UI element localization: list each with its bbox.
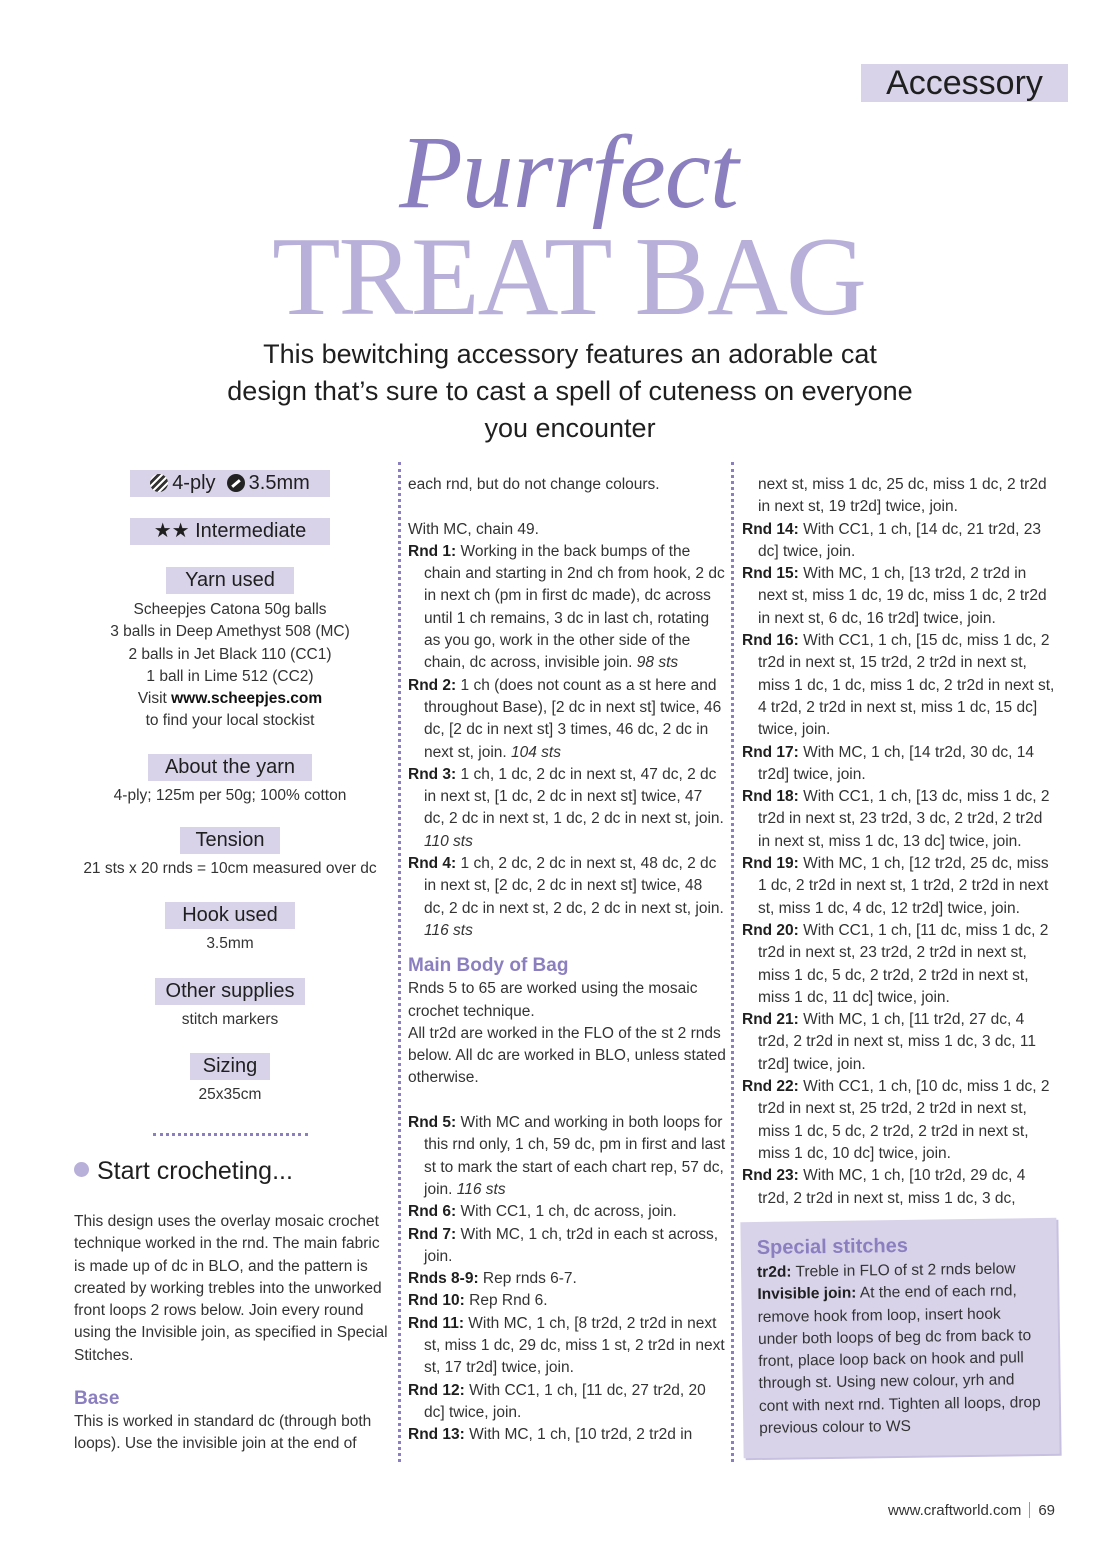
round-23: Rnd 23: With MC, 1 ch, [10 tr2d, 29 dc, 4 tr2d, 2 tr2d in next st, miss 1 dc, 3 dc, bbox=[742, 1167, 1026, 1207]
round-21: Rnd 21: With MC, 1 ch, [11 tr2d, 27 dc, 4 tr2d, 2 tr2d in next st, miss 1 dc, 3 dc, 11 tr2d] twice, join. bbox=[742, 1011, 1036, 1073]
round-16: Rnd 16: With CC1, 1 ch, [15 dc, miss 1 dc, 2 tr2d in next st, 15 tr2d, 2 tr2d in next st, miss 1 dc, 1 dc, miss 1 dc, 2 tr2d in next st, 4 tr2d, 2 tr2d in next st, miss 1 dc, 15 dc] twice, join. bbox=[742, 632, 1055, 739]
invisible-join-definition: Invisible join: At the end of each rnd, remove hook from loop, insert hook under both loops of beg dc from back to front, place loop back on hook and pull through st. Using new colour, yrh and cont with next rnd. Tighten all loops, drop previous colour to WS bbox=[757, 1282, 1041, 1438]
spec-line: 3 balls in Deep Amethyst 508 (MC) bbox=[110, 623, 350, 641]
round-1: Rnd 1: Working in the back bumps of the chain and starting in 2nd ch from hook, 2 dc in next ch (pm in first dc made), dc across until 1 ch remains, 3 dc in last ch, rotating as you go, work in the other side of the chain, dc across, invisible join. 98 sts bbox=[408, 542, 725, 672]
hook-icon bbox=[227, 474, 245, 492]
sizing-text: 25x35cm bbox=[198, 1085, 262, 1103]
spec-line: Scheepjes Catona 50g balls bbox=[133, 601, 327, 618]
column-separator bbox=[398, 462, 401, 1462]
pattern-text: All tr2d are worked in the FLO of the st 2 rnds below. All dc are worked in BLO, unless stated otherwise. bbox=[408, 1024, 726, 1087]
about-yarn-text: 4-ply; 125m per 50g; 100% cotton bbox=[113, 786, 347, 804]
pattern-right-column bbox=[742, 474, 1058, 1210]
round-6: Rnd 6: With CC1, 1 ch, dc across, join. bbox=[408, 1203, 677, 1221]
round-2: Rnd 2: 1 ch (does not count as a st here and throughout Base), [2 dc in next st] twice, 46 dc, [2 dc in next st] 3 times, 46 dc, 2 dc in next st, join. 104 sts bbox=[408, 676, 722, 761]
round-22: Rnd 22: With CC1, 1 ch, [10 dc, miss 1 dc, 2 tr2d in next st, 25 tr2d, 2 tr2d in next st, miss 1 dc, 5 dc, 2 tr2d, 2 tr2d in next st, miss 1 dc, 10 dc] twice, join. bbox=[742, 1078, 1050, 1162]
pattern-middle-column bbox=[408, 474, 726, 1446]
difficulty-label: Intermediate bbox=[195, 520, 307, 542]
round-7: Rnd 7: With MC, 1 ch, tr2d in each st across, join. bbox=[408, 1225, 719, 1265]
spec-line: 2 balls in Jet Black 110 (CC1) bbox=[128, 645, 332, 663]
spec-line: 1 ball in Lime 512 (CC2) bbox=[146, 667, 314, 685]
round-18: Rnd 18: With CC1, 1 ch, [13 dc, miss 1 dc, 2 tr2d in next st, 23 tr2d, 3 dc, 2 tr2d, 2 tr2d in next st, miss 1 dc, 13 dc] twice, join. bbox=[742, 788, 1050, 850]
round-10: Rnd 10: Rep Rnd 6. bbox=[408, 1292, 548, 1310]
round-3: Rnd 3: 1 ch, 1 dc, 2 dc in next st, 47 dc, 2 dc in next st, [1 dc, 2 dc in next st] twice, 47 dc, 2 dc in next st, 1 dc, 2 dc in next st, join. 110 sts bbox=[408, 765, 724, 850]
yarn-hook-badge bbox=[130, 470, 330, 497]
tension-text: 21 sts x 20 rnds = 10cm measured over dc bbox=[83, 860, 377, 878]
round-14: Rnd 14: With CC1, 1 ch, [14 dc, 21 tr2d, 23 dc] twice, join. bbox=[742, 520, 1041, 560]
intro-paragraph: This design uses the overlay mosaic crochet technique worked in the rnd. The main fabric is made up of dc in BLO, and the pattern is created by working trebles into the unworked front loops 2 rows below. Join every round using the Invisible join, as specified in Special Stitches. bbox=[74, 1213, 388, 1364]
visit-prefix: Visit bbox=[137, 690, 172, 708]
yarn-ball-icon bbox=[74, 1162, 89, 1177]
scheepjes-link[interactable]: www.scheepjes.com bbox=[171, 690, 323, 708]
hook-used-text: 3.5mm bbox=[206, 935, 254, 953]
pattern-text: With MC, chain 49. bbox=[408, 520, 539, 538]
other-supplies-text: stitch markers bbox=[181, 1010, 279, 1028]
main-body-heading: Main Body of Bag bbox=[408, 955, 569, 977]
base-heading: Base bbox=[74, 1388, 120, 1410]
title-main: TREAT BAG bbox=[272, 215, 865, 339]
divider bbox=[153, 1133, 308, 1136]
yarn-weight: 4-ply bbox=[172, 472, 216, 494]
yarn-used-text bbox=[70, 599, 390, 733]
round-5: Rnd 5: With MC and working in both loops for this rnd only, 1 ch, 59 dc, pm in first and last st to mark the start of each chart rep, 57 dc, join. 116 sts bbox=[408, 1114, 726, 1198]
tension-heading: Tension bbox=[180, 827, 280, 854]
difficulty-badge bbox=[130, 518, 330, 545]
tr2d-definition: tr2d: Treble in FLO of st 2 rnds below bbox=[756, 1260, 1016, 1281]
pattern-text: Rnds 5 to 65 are worked using the mosaic crochet technique. bbox=[408, 980, 698, 1020]
yarn-used-heading: Yarn used bbox=[166, 567, 294, 594]
hook-used-heading: Hook used bbox=[165, 902, 295, 929]
title-script: Purrfect bbox=[399, 115, 738, 230]
page-number: 69 bbox=[1038, 1502, 1055, 1519]
spec-line: to find your local stockist bbox=[145, 712, 315, 730]
visit-line bbox=[70, 688, 390, 710]
section-tag: Accessory bbox=[861, 64, 1068, 102]
column-separator bbox=[731, 462, 734, 1462]
round-19: Rnd 19: With MC, 1 ch, [12 tr2d, 25 dc, miss 1 dc, 2 tr2d in next st, 1 tr2d, 2 tr2d in next st, miss 1 dc, 4 dc, 12 tr2d] twice, join. bbox=[742, 855, 1049, 917]
special-stitches-box bbox=[740, 1218, 1059, 1458]
difficulty-stars: ★★ bbox=[153, 520, 190, 542]
sizing-heading: Sizing bbox=[190, 1053, 270, 1080]
round-4: Rnd 4: 1 ch, 2 dc, 2 dc in next st, 48 dc, 2 dc in next st, [2 dc, 2 dc in next st] twice, 48 dc, 2 dc in next st, 2 dc, 2 dc in next st, join. 116 sts bbox=[408, 855, 724, 939]
rounds-8-9: Rnds 8-9: Rep rnds 6-7. bbox=[408, 1270, 577, 1288]
about-yarn-heading: About the yarn bbox=[148, 754, 312, 781]
start-body bbox=[74, 1211, 390, 1456]
start-heading-text: Start crocheting... bbox=[97, 1157, 293, 1185]
special-stitches-heading: Special stitches bbox=[756, 1234, 909, 1259]
round-17: Rnd 17: With MC, 1 ch, [14 tr2d, 30 dc, 14 tr2d] twice, join. bbox=[742, 743, 1035, 783]
other-supplies-heading: Other supplies bbox=[155, 978, 305, 1005]
round-15: Rnd 15: With MC, 1 ch, [13 tr2d, 2 tr2d in next st, miss 1 dc, 19 dc, miss 1 dc, 2 tr2d in next st, 6 dc, 16 tr2d] twice, join. bbox=[742, 565, 1047, 627]
round-13: Rnd 13: With MC, 1 ch, [10 tr2d, 2 tr2d in bbox=[408, 1426, 693, 1444]
round-12: Rnd 12: With CC1, 1 ch, [11 dc, 27 tr2d, 20 dc] twice, join. bbox=[408, 1381, 706, 1421]
round-20: Rnd 20: With CC1, 1 ch, [11 dc, miss 1 dc, 2 tr2d in next st, 23 tr2d, 2 tr2d in next st, miss 1 dc, 5 dc, 2 tr2d, 2 tr2d in next st, miss 1 dc, 11 dc] twice, join. bbox=[742, 921, 1049, 1006]
specs-panel bbox=[70, 470, 390, 1106]
footer-site[interactable]: www.craftworld.com bbox=[887, 1502, 1022, 1519]
base-paragraph: This is worked in standard dc (through both loops). Use the invisible join at the end of bbox=[74, 1413, 372, 1453]
page-footer bbox=[888, 1502, 1055, 1519]
pattern-text: each rnd, but do not change colours. bbox=[408, 476, 660, 493]
round-11: Rnd 11: With MC, 1 ch, [8 tr2d, 2 tr2d in next st, miss 1 dc, 29 dc, miss 1 st, 2 tr2d in next st, 17 tr2d] twice, join. bbox=[408, 1314, 725, 1377]
standfirst: This bewitching accessory features an adorable cat design that’s sure to cast a spell of cuteness on everyone you encounter bbox=[227, 339, 913, 443]
footer-divider bbox=[1029, 1502, 1030, 1518]
pattern-text: next st, miss 1 dc, 25 dc, miss 1 dc, 2 tr2d in next st, 19 tr2d] twice, join. bbox=[758, 476, 1047, 516]
hook-size: 3.5mm bbox=[248, 472, 310, 494]
yarn-ball-icon bbox=[150, 474, 168, 492]
start-heading bbox=[74, 1157, 293, 1186]
